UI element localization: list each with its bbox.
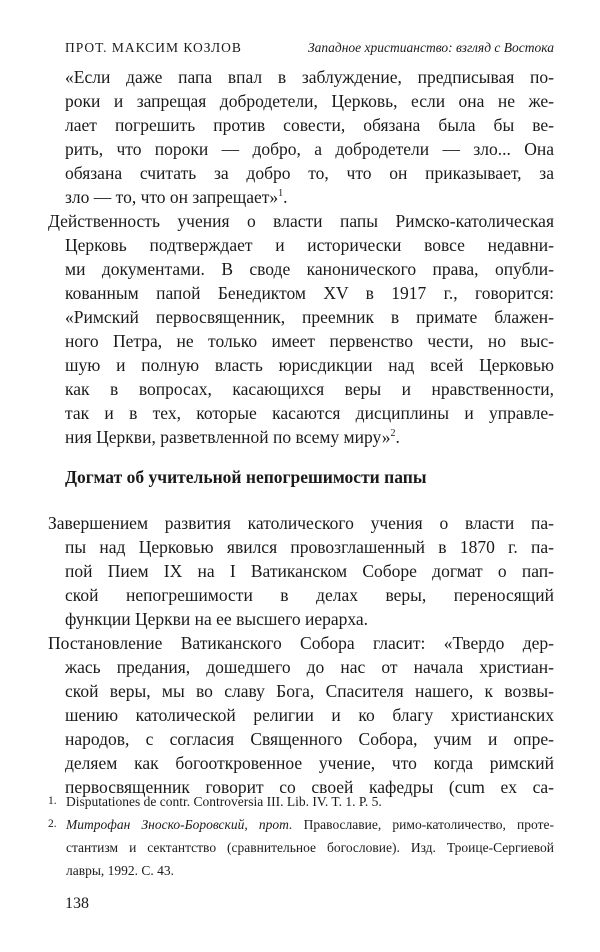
footnote-text: Disputationes de contr. Controversia III. Lib. IV. T. 1. P. 5.	[66, 794, 382, 809]
text-line: народов, с согласия Священного Собора, учим и опре-	[65, 729, 554, 749]
text-line: деляем как богооткровенное учение, что когда римский	[65, 753, 554, 773]
text-line: кованным папой Бенедиктом XV в 1917 г., говорится:	[65, 283, 554, 303]
footnote-number: 1.	[48, 795, 57, 807]
text-line: лает погрешить против совести, обязана была бы ве-	[65, 115, 554, 135]
text-line: Постановление Ватиканского Собора гласит: «Твердо дер-	[48, 633, 554, 653]
text-line: «Римский первосвященник, преемник в примате блажен-	[65, 307, 554, 327]
quote-block	[48, 65, 554, 449]
text-line: «Если даже папа впал в заблуждение, предписывая по-	[65, 67, 554, 87]
text-line: Завершением развития католического учения о власти па-	[48, 513, 554, 533]
footnotes	[48, 790, 554, 882]
text-line: первосвященник говорит со своей кафедры (cum ex ca-	[65, 777, 554, 797]
footnote-ref[interactable]: 2	[390, 428, 396, 440]
footnote-ref[interactable]: 1	[278, 188, 284, 200]
footnote-2	[48, 813, 554, 882]
text-line: ного Петра, не только имеет первенство чести, но выс-	[65, 331, 554, 351]
text-line: ния Церкви, разветвленной по всему миру»$^2$.	[65, 427, 400, 447]
text-line: пы над Церковью явился провозглашенный в 1870 г. па-	[65, 537, 554, 557]
text-line: ской непогрешимости в делах веры, переносящий	[65, 585, 554, 605]
footnote-text: лавры, 1992. С. 43.	[66, 863, 175, 878]
text-line: рить, что пороки — добро, а добродетели — зло... Она	[65, 139, 554, 159]
text-line: шую и полную власть юрисдикции над всей Церковью	[65, 355, 554, 375]
text-line: функции Церкви на ее высшего иерарха.	[65, 609, 369, 629]
text-line: роки и запрещая добродетели, Церковь, если она не же-	[65, 91, 554, 111]
footnote-number: 2.	[48, 818, 57, 830]
text-line: обязана считать за добро то, что он приказывает, за	[65, 163, 554, 183]
text-line: ской веры, мы во славу Бога, Спасителя нашего, к возвы-	[65, 681, 554, 701]
footnote-text: стантизм и сектантство (сравнительное богословие). Изд. Троице-Сергиевой	[66, 840, 554, 855]
footnote-1	[48, 790, 554, 813]
footnote-author: Митрофан Зноско-Боровский, прот.	[66, 817, 293, 832]
text-line: шению католической религии и ко благу христианских	[65, 705, 554, 725]
running-header	[65, 40, 554, 56]
text-line: Церковь подтверждает и исторически вовсе недавни-	[65, 235, 554, 255]
text-line: Действенность учения о власти папы Римско-католическая	[48, 211, 554, 231]
body-block	[48, 511, 554, 799]
text-line: пой Пием IX на I Ватиканском Соборе догмат о пап-	[65, 561, 554, 581]
page-number: 138	[65, 895, 89, 912]
footnote-text: Митрофан Зноско-Боровский, прот. Православие, римо-католичество, проте-	[66, 817, 554, 832]
header-book-title: Западное христианство: взгляд с Востока	[307, 40, 554, 55]
text-line: зло — то, что он запрещает»$^1$.	[65, 187, 288, 207]
text-line: как в вопросах, касающихся веры и нравственности,	[65, 379, 554, 399]
text-line: так и в тех, которые касаются дисциплины и управле-	[65, 403, 554, 423]
header-author: ПРОТ. МАКСИМ КОЗЛОВ	[65, 40, 242, 55]
section-heading: Догмат об учительной непогрешимости папы	[65, 467, 427, 487]
text-line: ми документами. В своде канонического права, опубли-	[65, 259, 554, 279]
text-line: жась предания, дошедшего до нас от начала христиан-	[65, 657, 554, 677]
